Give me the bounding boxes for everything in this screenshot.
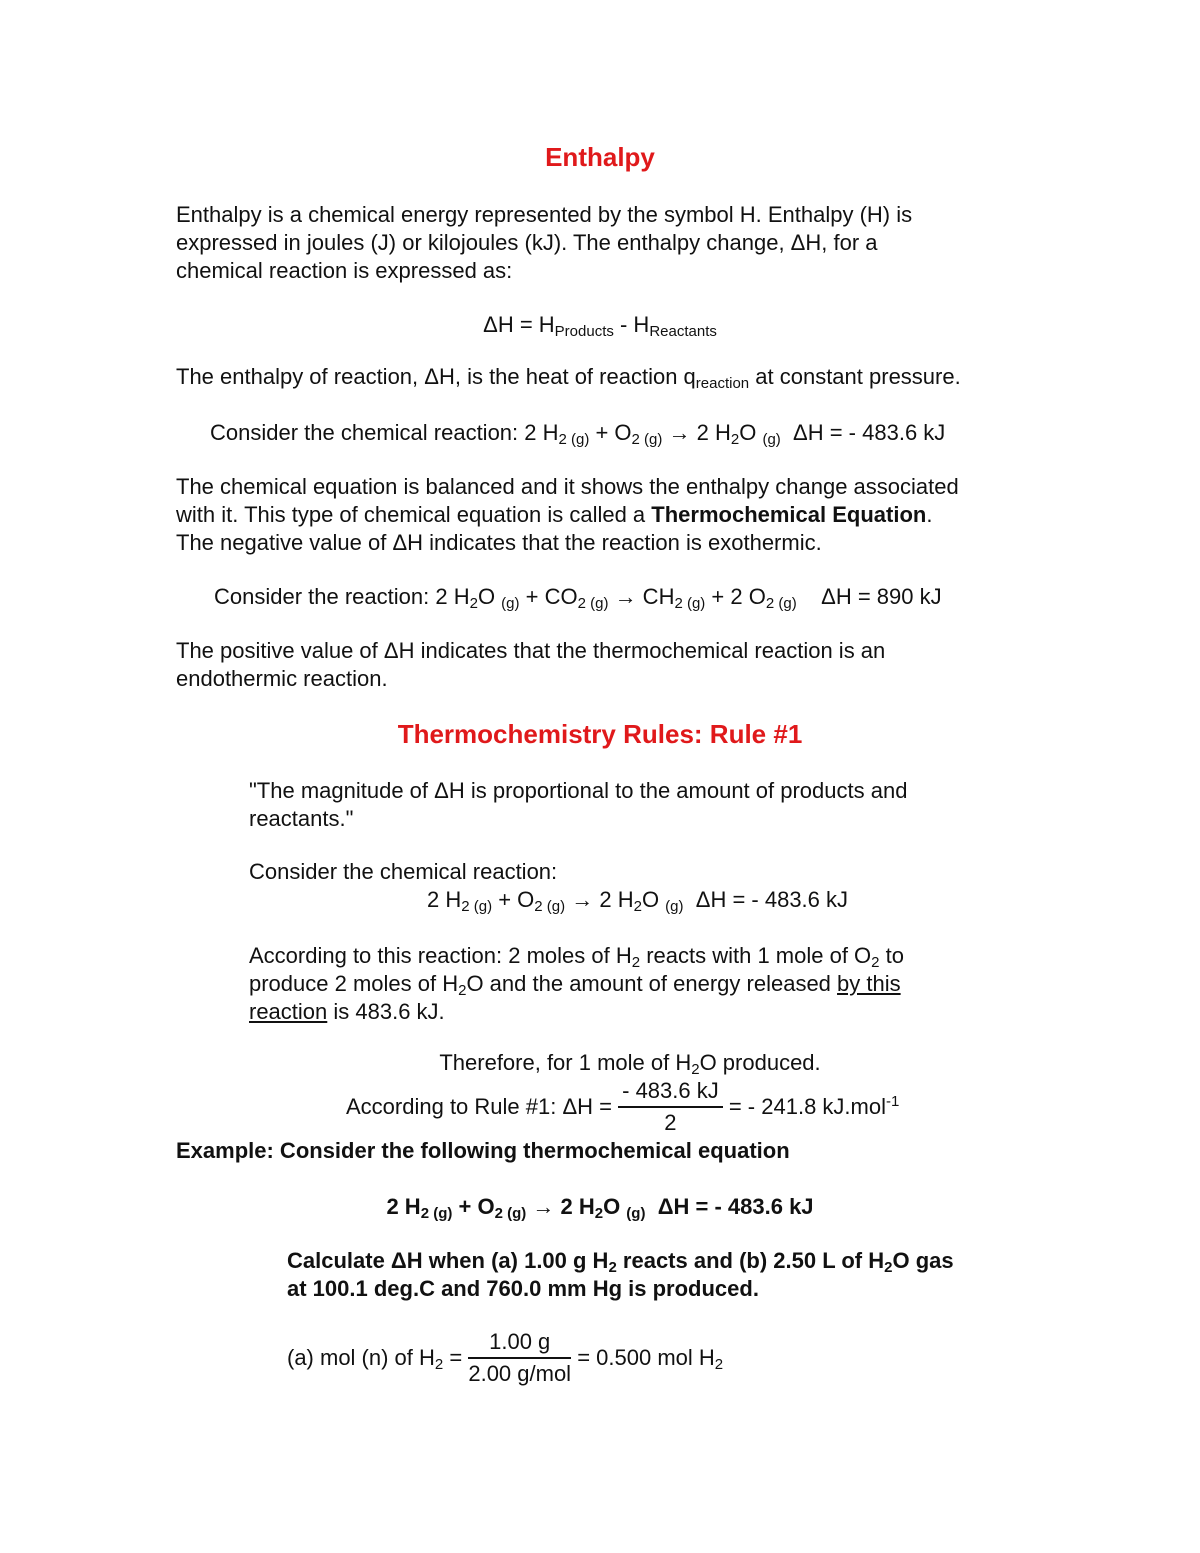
chemical-equation-4: 2 $H_{2 (g)} + O_{2 (g)} \to 2$ $H_2O$ $_{(g)}$ ΔH = - 483.6 kJ <box>386 1194 814 1222</box>
chemical-equation-3: 2 $H_{2 (g)} + O_{2 (g)} \to 2$ $H_2O$ $_{(g)}$ ΔH = - 483.6 kJ <box>426 887 849 915</box>
enthalpy-formula: $\Delta H = H_{Products} - H_{Reactants}$ <box>483 312 717 340</box>
consider-label: Consider the chemical reaction: <box>249 859 558 884</box>
rule-calculation: According to Rule #1: ΔH = $\frac{- 483.6 kJ}{2}$ = - 241.8 kJ.mol$^{-1}$ <box>346 1076 899 1138</box>
according-paragraph: According to this reaction: 2 moles of $H_2$ reacts with 1 mole of $O_2$ to produce 2 moles of $H_2O$ and the amount of energy released by this reaction is 483.6 kJ. <box>249 943 904 1024</box>
example-heading: Example: Consider the following thermochemical equation <box>176 1138 790 1163</box>
calculate-question: Calculate ΔH when (a) 1.00 g $H_2$ reacts and (b) 2.50 L of $H_2O$ gas at 100.1 deg.C and 760.0 mm Hg is produced. <box>287 1248 954 1301</box>
intro-paragraph <box>176 201 1036 285</box>
therefore-line: Therefore, for 1 mole of $H_2O$ produced. <box>439 1050 821 1078</box>
intro-line: expressed in joules (J) or kilojoules (kJ). The enthalpy change, ΔH, for a <box>176 230 878 255</box>
chemical-equation-1: Consider the chemical reaction: 2 $H_{2 (g)} + O_{2 (g)} \to 2$ $H_2O$ $_{(g)}$ ΔH = - 483.6 kJ <box>210 420 946 448</box>
page-title: Enthalpy <box>545 142 655 172</box>
rule-title: Thermochemistry Rules: Rule #1 <box>397 719 803 749</box>
part-a-fraction: $\frac{1.00 g}{\text{2.00 g/mol}}$ <box>468 1329 572 1386</box>
thermochemical-paragraph: The chemical equation is balanced and it shows the enthalpy change associated with it. This type of chemical equation is called a Thermochemical Equation. The negative value of ΔH indicates that the reaction is exothermic. <box>176 474 959 555</box>
reaction-heat-text: The enthalpy of reaction, ΔH, is the heat of reaction $q_{reaction}$ at constant pressure. <box>176 364 961 392</box>
rule-fraction: $\frac{- 483.6 kJ}{2}$ <box>618 1076 723 1138</box>
intro-line: Enthalpy is a chemical energy represented by the symbol H. Enthalpy (H) is <box>176 202 913 227</box>
chemical-equation-2: Consider the reaction: 2 $H_2O$ $_{(g)} + CO_{2 (g)} \to CH_{2 (g)} + 2$ $O_{2 (g)}$ ΔH = 890 kJ <box>214 584 942 612</box>
rule-quote: "The magnitude of ΔH is proportional to the amount of products and reactants." <box>249 778 908 831</box>
part-a-calculation: (a) mol (n) of $H_2$ = $\frac{1.00 g}{\text{2.00 g/mol}}$ = 0.500 mol $H_2$ <box>287 1327 723 1389</box>
thermochemical-equation-term: Thermochemical Equation <box>651 502 927 527</box>
endothermic-paragraph: The positive value of ΔH indicates that the thermochemical reaction is an endothermic reaction. <box>176 638 886 691</box>
intro-line: chemical reaction is expressed as: <box>176 258 513 283</box>
